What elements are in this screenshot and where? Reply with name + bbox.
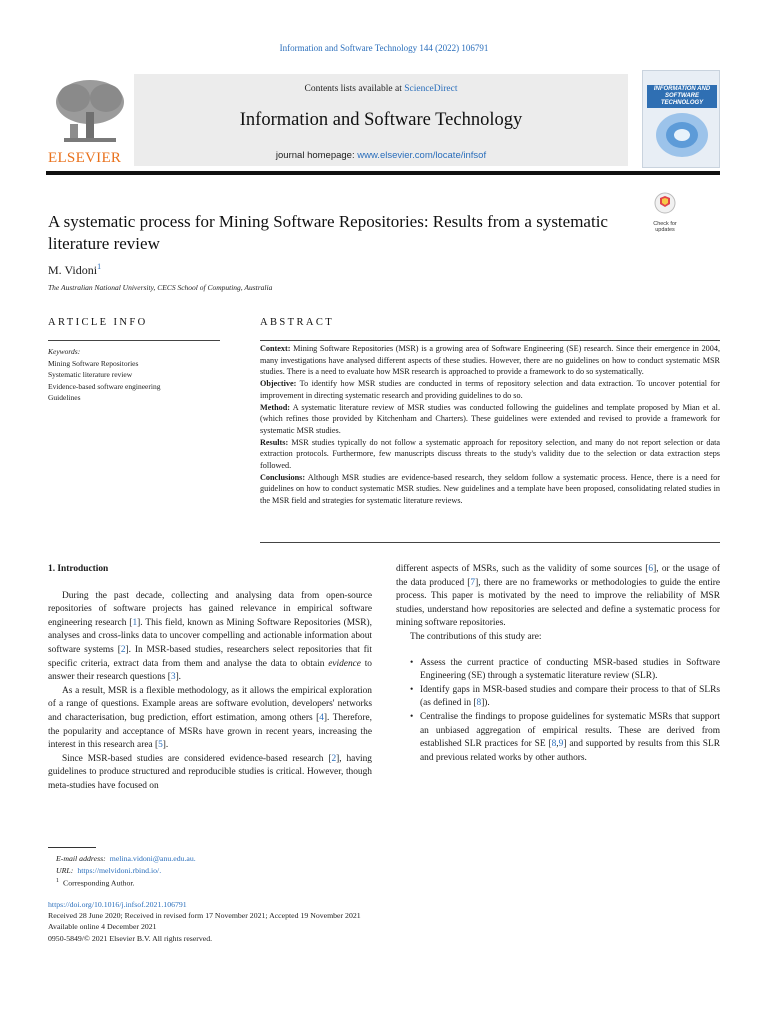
keyword: Systematic literature review <box>48 370 133 379</box>
elsevier-tree-icon <box>50 76 130 148</box>
keyword: Mining Software Repositories <box>48 358 139 368</box>
body-column-right <box>396 563 720 765</box>
citation-link[interactable]: 3 <box>170 672 176 683</box>
email-link[interactable]: melina.vidoni@anu.edu.au. <box>109 854 196 863</box>
article-meta <box>48 899 361 944</box>
abstract-bottom-rule <box>260 542 720 543</box>
abstract-rule <box>260 340 720 341</box>
keywords-block <box>48 346 160 404</box>
available-online: Available online 4 December 2021 <box>48 922 157 932</box>
abstract-conclusions: Conclusions: Although MSR studies are evidence-based research, they seldom follow a systematic process. Hence, there is a need for guidelines on how to conduct systematic MSR studies. New guidelines and a template have been proposed, consolidating related studies in the MSR field and strategies for systematic literature reviews. <box>260 472 720 506</box>
abstract-objective: Objective: To identify how MSR studies are conducted in terms of repository selection and data extraction. To uncover potential for improvement in directing systematic research and providing guidelines to do so. <box>260 379 720 400</box>
check-for-updates-button[interactable] <box>646 192 684 233</box>
footnote-rule <box>48 847 96 848</box>
footnote-corresponding: $^1$ Corresponding Author. <box>56 878 135 888</box>
elsevier-logo <box>46 70 134 170</box>
homepage-line: journal homepage: www.elsevier.com/locate/infsof <box>275 150 487 161</box>
footnote-email: E-mail address: melina.vidoni@anu.edu.au. <box>56 854 196 863</box>
journal-band <box>134 74 628 166</box>
abstract-context: Context: Mining Software Repositories (MSR) is a growing area of Software Engineering (SE) research. Since their emergence in 2004, many investigations have analysed different aspects of these studies. However, there are no guidelines on how to conduct systematic MSR studies. There is a need to evaluate how MSR research is approached to provide a framework to do so systematically. <box>260 344 720 377</box>
article-info-heading: ARTICLE INFO <box>48 317 148 328</box>
author-affiliation: The Australian National University, CECS School of Computing, Australia <box>48 283 273 292</box>
journal-cover[interactable] <box>642 70 720 168</box>
keyword: Evidence-based software engineering <box>48 381 161 391</box>
intro-paragraph: As a result, MSR is a flexible methodology, as it allows the empirical exploration of a range of questions. Example areas are software evolution, developers' networks and characterisation, bug prediction, effort estimation, among others [4]. Therefore, the popularity and acceptance of MSRs have grown in recent years, increasing the interest in this research area [5]. <box>48 685 372 751</box>
intro-paragraph: Since MSR-based studies are considered evidence-based research [2], having guidelines to produce structured and reproducible studies is critical. However, though meta-studies have focused on <box>48 753 372 791</box>
journal-homepage-link[interactable]: www.elsevier.com/locate/infsof <box>357 150 487 161</box>
citation-link[interactable]: 1 <box>132 617 138 628</box>
intro-paragraph: The contributions of this study are: <box>410 631 542 642</box>
footnote-url: URL: https://melvidoni.rbind.io/. <box>56 865 162 875</box>
received-dates: Received 28 June 2020; Received in revised form 17 November 2021; Accepted 19 November 2021 <box>48 911 361 921</box>
list-item: • Centralise the findings to propose guidelines for systematic MSRs that support an unbiased aggregation of empirical results. These are derived from established SLR practices for SE [8,9] and supported by results from this SLR and previous related works by other authors. <box>396 711 720 765</box>
abstract-results: Results: MSR studies typically do not follow a systematic approach for repository selection, and many do not report selection or data extraction protocols. Furthermore, few manuscripts discuss threats to the study's validity due to the selection or data extraction steps followed. <box>260 437 720 471</box>
author-name: M. Vidoni$^1$ <box>48 262 102 277</box>
journal-name: Information and Software Technology <box>239 110 523 130</box>
journal-citation[interactable]: Information and Software Technology 144 (2022) 106791 <box>279 43 489 53</box>
check-updates-label: Check for updates <box>653 221 677 233</box>
citation-link[interactable]: 8 <box>476 698 482 709</box>
masthead <box>46 70 720 172</box>
author-footnote-mark[interactable]: 1 <box>97 262 102 271</box>
intro-paragraph: different aspects of MSRs, such as the validity of some sources [6], or the usage of the data produced [7], there are no frameworks or methodologies to guide the entire process. This paper is motivated by the need to improve the reliability of MSR studies, understand how repositories are selected and define a systematic process for mining software repositories. <box>396 564 720 629</box>
doi-link[interactable]: https://doi.org/10.1016/j.infsof.2021.106791 <box>48 900 187 909</box>
citation-link[interactable]: 7 <box>470 577 476 588</box>
abstract-method: Method: A systematic literature review of MSR studies was conducted following the guidelines and template proposed by Mian et al. (which refines those provided by Kitchenham and Charters). These guidelines were extended and revised to provide a framework for systematic MSR studies. <box>260 402 720 435</box>
citation-link[interactable]: 4 <box>319 712 324 723</box>
check-updates-icon <box>654 192 676 214</box>
citation-link[interactable]: 5 <box>158 740 163 751</box>
citation-link[interactable]: 9 <box>558 739 564 750</box>
cover-globe-icon <box>653 111 711 159</box>
sciencedirect-link[interactable]: ScienceDirect <box>404 84 458 94</box>
contents-line: Contents lists available at ScienceDirect <box>304 84 458 94</box>
list-item: • Identify gaps in MSR-based studies and compare their process to that of SLRs (as defined in [8]). <box>396 684 720 711</box>
copyright: 0950-5849/© 2021 Elsevier B.V. All rights reserved. <box>48 933 213 943</box>
abstract-body <box>260 343 720 507</box>
intro-paragraph: During the past decade, collecting and analysing data from open-source repositories of software projects has gained relevance in empirical software engineering research [1]. This field, known as Mining Software Repositories (MSR), analyses and cross-links data to uncover compelling and actionable information about software systems [2]. In MSR-based studies, researchers select repositories that fit specific criteria, extract data from them and analyse the data to obtain evidence to answer their research questions [3]. <box>48 590 372 683</box>
cover-title: INFORMATION AND SOFTWARE TECHNOLOGY <box>647 85 717 108</box>
list-item: • Assess the current practice of conducting MSR-based studies in Software Engineering (SE) through a systematic literature review (SLR). <box>396 657 720 684</box>
section-heading-introduction: 1. Introduction <box>48 564 109 574</box>
author-url-link[interactable]: https://melvidoni.rbind.io/. <box>77 865 162 875</box>
citation-link[interactable]: 2 <box>120 644 126 655</box>
keywords-label: Keywords: <box>48 347 81 356</box>
article-info-rule <box>48 340 220 341</box>
masthead-rule <box>46 171 720 175</box>
citation-link[interactable]: 6 <box>648 564 654 574</box>
contributions-list <box>396 657 720 766</box>
body-column-left <box>48 563 372 794</box>
footnotes <box>56 853 196 889</box>
article-title: A systematic process for Mining Software Repositories: Results from a systematic literature review <box>48 212 608 253</box>
abstract-heading: ABSTRACT <box>260 317 335 328</box>
citation-link[interactable]: 8 <box>551 739 557 750</box>
elsevier-wordmark: ELSEVIER <box>48 150 122 166</box>
citation-link[interactable]: 2 <box>331 753 337 764</box>
keyword: Guidelines <box>48 393 81 402</box>
